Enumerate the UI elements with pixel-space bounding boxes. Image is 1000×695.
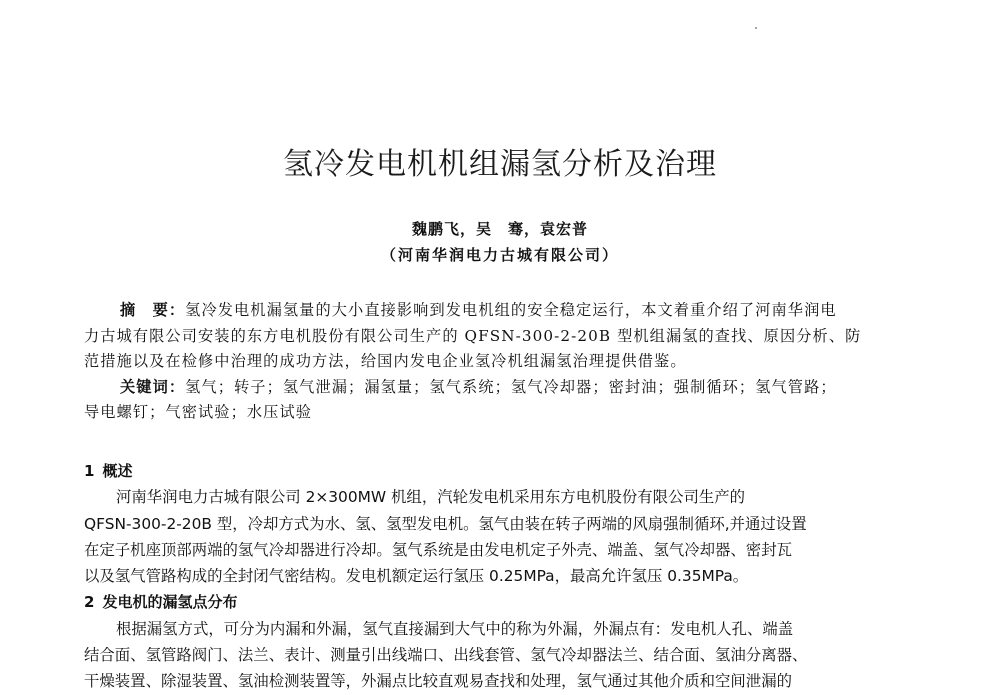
paper-authors: 魏鹏飞，吴 骞，袁宏普 (411, 220, 588, 238)
paper-title: 氢冷发电机机组漏氢分析及治理 (283, 147, 717, 182)
scan-speck (755, 27, 757, 29)
keywords-label: 关键词： (120, 377, 186, 396)
section-heading-2: 2 发电机的漏氢点分布 (84, 593, 238, 612)
body-line: 结合面、氢管路阀门、法兰、表计、测量引出线端口、出线套管、氢气冷却器法兰、结合面、氢油分离器、 (84, 646, 808, 665)
body-line: 以及氢气管路构成的全封闭气密结构。发电机额定运行氢压 0.25MPa，最高允许氢压 0.35MPa。 (84, 567, 749, 586)
keywords-text: 氢气；转子；氢气泄漏；漏氢量；氢气系统；氢气冷却器；密封油；强制循环；氢气管路； (185, 377, 837, 396)
abstract-text: 氢冷发电机漏氢量的大小直接影响到发电机组的安全稳定运行，本文着重介绍了河南华润电 (185, 301, 837, 319)
body-line: 河南华润电力古城有限公司 2×300MW 机组，汽轮发电机采用东方电机股份有限公司生产的 (116, 488, 746, 507)
abstract-line: 范措施以及在检修中治理的成功方法，给国内发电企业氢冷机组漏氢治理提供借鉴。 (84, 352, 687, 370)
body-line: 在定子机座顶部两端的氢气冷却器进行冷却。氢气系统是由发电机定子外壳、端盖、氢气冷却器、密封瓦 (84, 540, 792, 559)
body-text (84, 458, 916, 695)
body-line: 根据漏氢方式，可分为内漏和外漏，氢气直接漏到大气中的称为外漏，外漏点有：发电机人孔、端盖 (116, 619, 794, 638)
abstract-line: 力古城有限公司安装的东方电机股份有限公司生产的 QFSN-300-2-20B 型机组漏氢的查找、原因分析、防 (84, 326, 862, 345)
body-line: QFSN-300-2-20B 型，冷却方式为水、氢、氢型发电机。氢气由装在转子两端的风扇强制循环,并通过设置 (84, 514, 807, 533)
abstract-line (84, 298, 916, 324)
keywords-line: 导电螺钉；气密试验；水压试验 (84, 403, 313, 421)
keywords-line (84, 375, 916, 401)
abstract-block (84, 298, 916, 426)
section-heading-1: 1 概述 (84, 462, 133, 480)
body-line: 干燥装置、除湿装置、氢油检测装置等，外漏点比较直观易查找和处理，氢气通过其他介质和空间泄漏的 (84, 672, 792, 691)
abstract-label: 摘 要： (120, 301, 186, 319)
paper-affiliation: （河南华润电力古城有限公司） (380, 246, 619, 264)
